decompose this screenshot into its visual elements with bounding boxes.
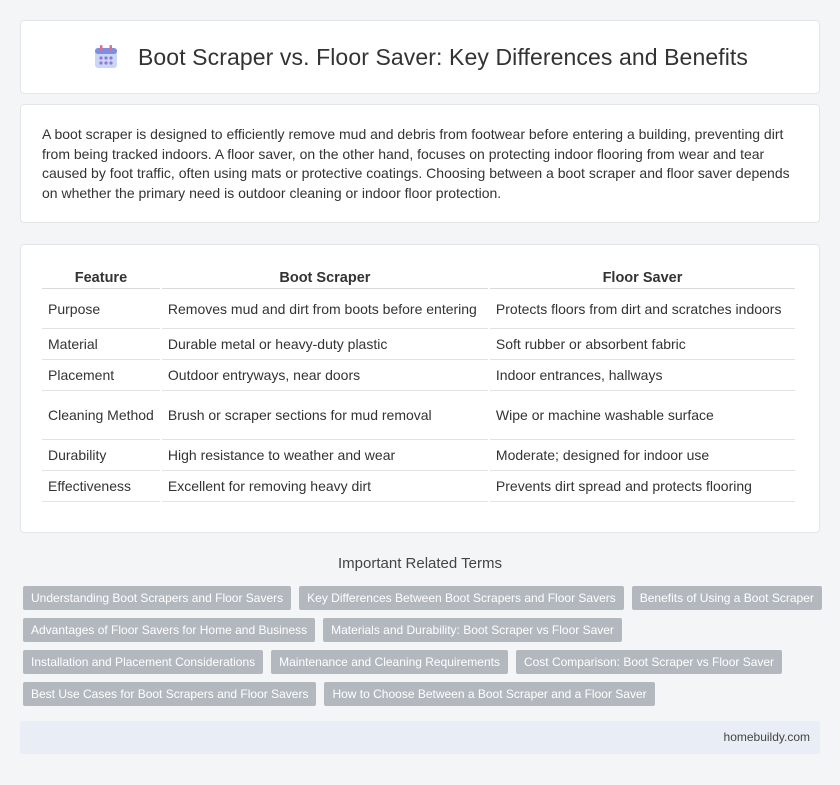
tag-link[interactable]: Benefits of Using a Boot Scraper [632,586,822,610]
header-floor-saver: Floor Saver [490,265,795,289]
footer-site-link[interactable]: homebuildy.com [723,730,810,744]
tag-link[interactable]: Cost Comparison: Boot Scraper vs Floor Saver [516,650,782,674]
table-row [42,289,795,329]
row-floor-saver: Soft rubber or absorbent fabric [490,329,795,360]
table-row [42,391,795,440]
tag-link[interactable]: Advantages of Floor Savers for Home and Business [23,618,315,642]
row-boot-scraper: Outdoor entryways, near doors [162,360,488,391]
row-floor-saver: Wipe or machine washable surface [490,391,795,440]
tag-row [23,618,823,642]
tag-link[interactable]: How to Choose Between a Boot Scraper and a Floor Saver [324,682,654,706]
footer [20,721,820,754]
calendar-icon [92,43,120,71]
row-floor-saver: Moderate; designed for indoor use [490,440,795,471]
title-wrap [92,43,748,71]
table-header-row [42,265,795,289]
row-floor-saver: Protects floors from dirt and scratches indoors [490,289,795,329]
intro-paragraph: A boot scraper is designed to efficiently remove mud and debris from footwear before entering a building, preventing dirt from being tracked indoors. A floor saver, on the other hand, focuses on protecting indoor flooring from wear and tear caused by foot traffic, often using mats or protective coatings. Choosing between a boot scraper and floor saver depends on whether the primary need is outdoor cleaning or indoor floor protection. [42,126,790,201]
tag-row [23,650,823,674]
row-feature: Cleaning Method [42,391,160,440]
row-feature: Placement [42,360,160,391]
comparison-table [40,265,797,502]
row-feature: Purpose [42,289,160,329]
table-row [42,360,795,391]
row-floor-saver: Indoor entrances, hallways [490,360,795,391]
intro-card [20,104,820,223]
row-boot-scraper: Removes mud and dirt from boots before entering [162,289,488,329]
table-row [42,329,795,360]
tag-link[interactable]: Maintenance and Cleaning Requirements [271,650,508,674]
row-boot-scraper: Brush or scraper sections for mud removal [162,391,488,440]
header-card [20,20,820,94]
tag-row [23,682,823,706]
related-terms-title: Important Related Terms [338,555,502,572]
tag-row [23,586,823,610]
row-feature: Material [42,329,160,360]
header-feature: Feature [42,265,160,289]
header-boot-scraper: Boot Scraper [162,265,488,289]
tag-link[interactable]: Best Use Cases for Boot Scrapers and Floor Savers [23,682,316,706]
table-row [42,471,795,502]
row-floor-saver: Prevents dirt spread and protects flooring [490,471,795,502]
row-feature: Durability [42,440,160,471]
comparison-card [20,244,820,533]
table-row [42,440,795,471]
row-feature: Effectiveness [42,471,160,502]
row-boot-scraper: Excellent for removing heavy dirt [162,471,488,502]
tag-link[interactable]: Understanding Boot Scrapers and Floor Savers [23,586,291,610]
related-terms-tags [23,586,823,714]
tag-link[interactable]: Materials and Durability: Boot Scraper vs Floor Saver [323,618,622,642]
row-boot-scraper: High resistance to weather and wear [162,440,488,471]
row-boot-scraper: Durable metal or heavy-duty plastic [162,329,488,360]
tag-link[interactable]: Installation and Placement Considerations [23,650,263,674]
page-title: Boot Scraper vs. Floor Saver: Key Differences and Benefits [137,43,749,70]
tag-link[interactable]: Key Differences Between Boot Scrapers and Floor Savers [299,586,624,610]
